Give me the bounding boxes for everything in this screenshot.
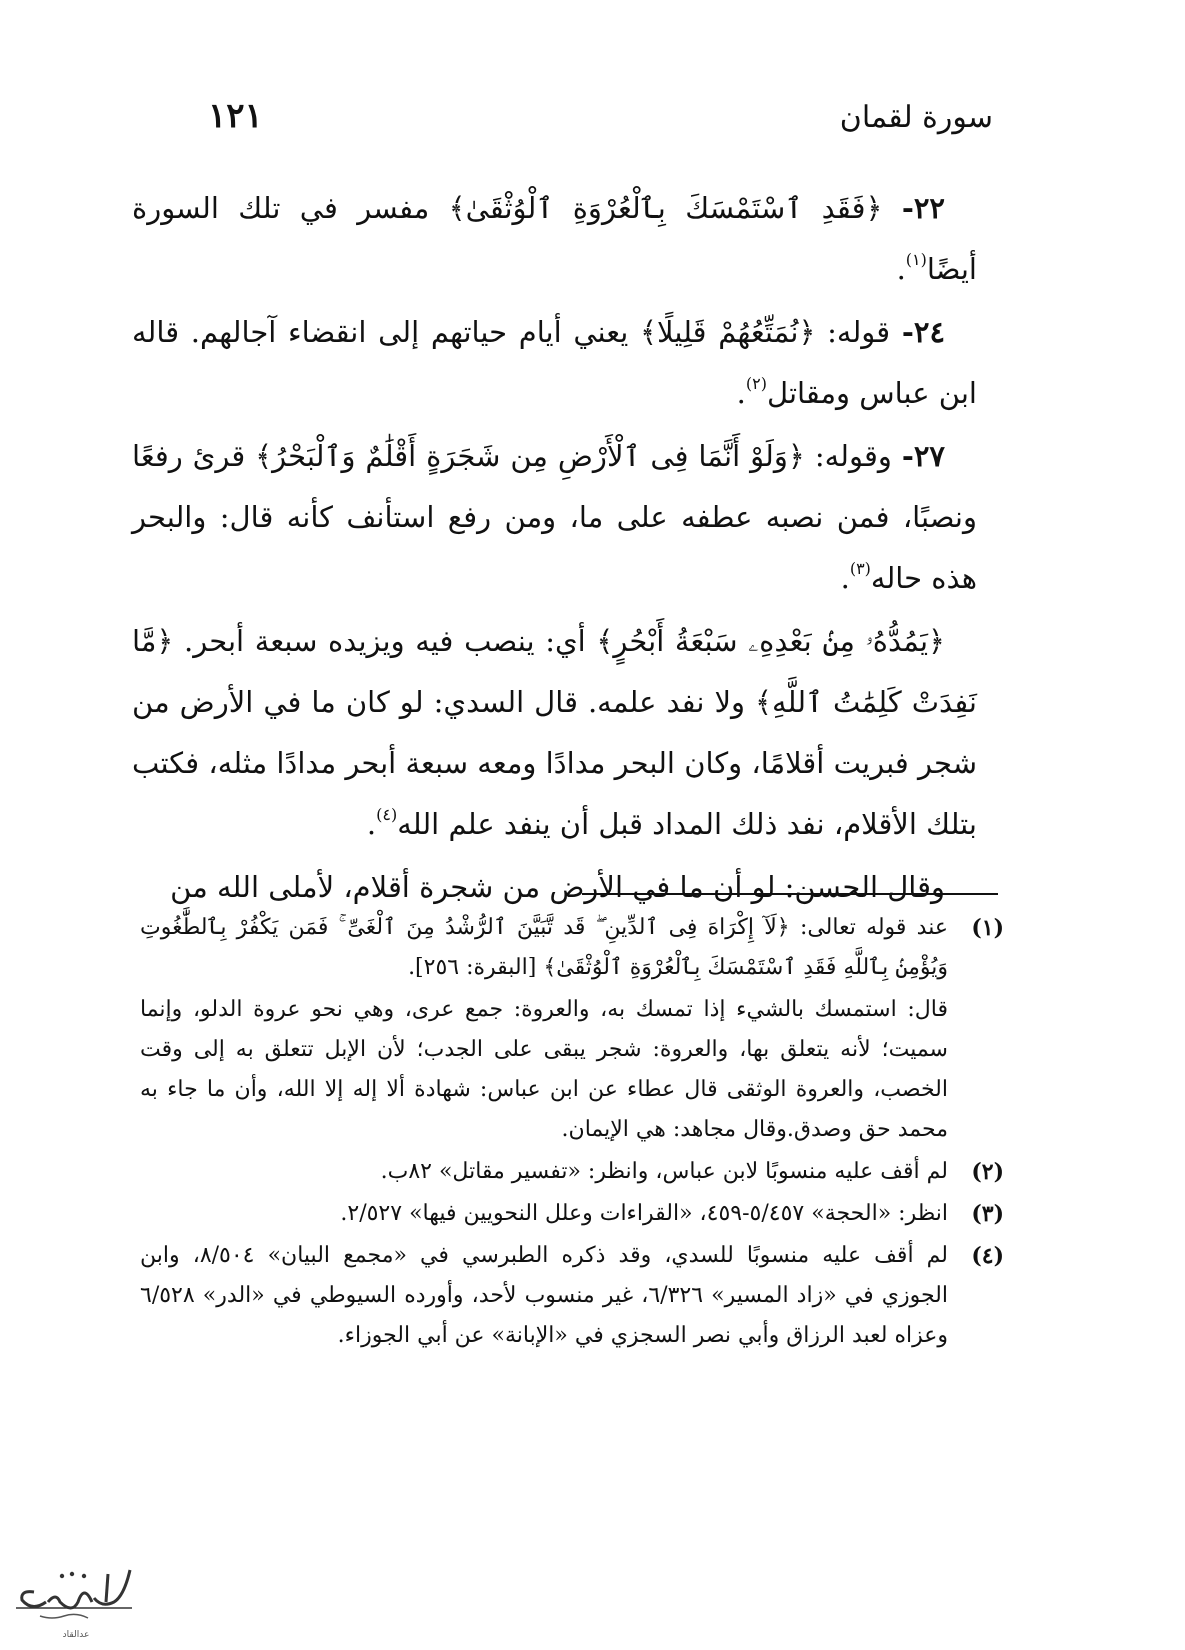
footnote-ref: (٢) <box>745 374 767 393</box>
footnote-1 <box>140 908 1004 1150</box>
verse-number: ٢٧- <box>901 439 946 473</box>
paragraph-text: يعني أيام حياتهم إلى انقضاء آجالهم. قاله ابن عباس ومقاتل <box>132 315 977 410</box>
quran-reference: [البقرة: ٢٥٦]. <box>408 955 537 980</box>
paragraph-lead: وقوله: <box>814 439 892 473</box>
surah-title: سورة لقمان <box>839 100 993 135</box>
page-number: ١٢١ <box>208 96 263 136</box>
footnote-line <box>140 908 948 988</box>
footnote-number: (٤) <box>971 1243 1004 1269</box>
quran-quote: ﴿مَّا نَفِدَتْ كَلِمَٰتُ ٱللَّهِ﴾ <box>132 624 978 719</box>
footnote-3 <box>140 1194 1004 1234</box>
paragraph-text: أي: ينصب فيه ويزيده سبعة أبحر. <box>184 624 586 658</box>
quran-quote: ﴿فَقَدِ ٱسْتَمْسَكَ بِٱلْعُرْوَةِ ٱلْوُثْقَىٰ﴾ <box>448 191 883 225</box>
footnote-2 <box>140 1152 1004 1192</box>
paragraph-verse-22: ٢٢- ﴿فَقَدِ ٱسْتَمْسَكَ بِٱلْعُرْوَةِ ٱلْوُثْقَىٰ﴾ مفسر في تلك السورة أيضًا$^{(١)}$. <box>132 191 977 286</box>
paragraph-verse-24: ٢٤- قوله: ﴿نُمَتِّعُهُمْ قَلِيلًا﴾ يعني أيام حياتهم إلى انقضاء آجالهم. قاله ابن عباس ومقاتل$^{(٢)}$. <box>132 315 977 410</box>
paragraph-verse-27: ٢٧- وقوله: ﴿وَلَوْ أَنَّمَا فِى ٱلْأَرْضِ مِن شَجَرَةٍ أَقْلَٰمٌ وَٱلْبَحْرُ﴾ قرئ رفعًا ونصبًا، فمن نصبه عطفه على ما، ومن رفع استأنف كأنه قال: والبحر هذه حاله$^{(٣)}$. <box>132 439 977 595</box>
paragraph-lead: قوله: <box>827 315 891 349</box>
quran-quote: ﴿وَلَوْ أَنَّمَا فِى ٱلْأَرْضِ مِن شَجَرَةٍ أَقْلَٰمٌ وَٱلْبَحْرُ﴾ <box>255 439 805 473</box>
footnote-divider <box>582 893 998 895</box>
paragraph-text: مفسر في تلك السورة أيضًا <box>132 191 977 286</box>
paragraph-text: ولا نفد علمه. قال السدي: لو كان ما في الأرض من شجر فبريت أقلامًا، وكان البحر مدادًا ومعه سبعة أبحر مدادًا مثله، فكتب بتلك الأقلام، نفد ذلك المداد قبل أن ينفد علم الله <box>132 685 977 841</box>
footnote-ref: (٣) <box>849 559 871 578</box>
watermark-small-text: عدالقاد <box>62 1630 90 1640</box>
page-header <box>190 96 993 156</box>
verse-number: ٢٤- <box>901 315 946 349</box>
quran-quote: ﴿نُمَتِّعُهُمْ قَلِيلًا﴾ <box>640 315 816 349</box>
paragraph-yamudduhu: ﴿يَمُدُّهُۥ مِنۢ بَعْدِهِۦ سَبْعَةُ أَبْحُرٍ﴾ أي: ينصب فيه ويزيده سبعة أبحر. ﴿مَّا نَفِدَتْ كَلِمَٰتُ ٱللَّهِ﴾ ولا نفد علمه. قال السدي: لو كان ما في الأرض من شجر فبريت أقلامًا، وكان البحر مدادًا ومعه سبعة أبحر مدادًا مثله، فكتب بتلك الأقلام، نفد ذلك المداد قبل أن ينفد علم الله$^{(٤)}$. <box>132 624 978 841</box>
footnotes <box>140 908 1004 1358</box>
footnote-text: قال: استمسك بالشيء إذا تمسك به، والعروة: جمع عرى، وهي نحو عروة الدلو، وإنما سميت؛ لأنه يتعلق بها، والعروة: شجر يبقى على الجدب؛ لأن الإبل تتعلق به إلى وقت الخصب، والعروة الوثقى قال عطاء عن ابن عباس: شهادة ألا إله إلا الله، وأن ما جاء به محمد حق وصدق.وقال مجاهد: هي الإيمان. <box>140 997 948 1142</box>
footnote-number: (٢) <box>971 1159 1004 1185</box>
footnote-number: (١) <box>971 915 1004 941</box>
footnote-text: انظر: «الحجة» ٥/٤٥٧-٤٥٩، «القراءات وعلل النحويين فيها» ٢/٥٢٧. <box>340 1201 948 1226</box>
footnote-lead: عند قوله تعالى: <box>799 915 948 940</box>
paragraph-text: قرئ رفعًا ونصبًا، فمن نصبه عطفه على ما، ومن رفع استأنف كأنه قال: والبحر هذه حاله <box>132 439 977 595</box>
verse-number: ٢٢- <box>901 191 946 225</box>
quran-quote: ﴿لَآ إِكْرَاهَ فِى ٱلدِّينِ ۖ قَد تَّبَيَّنَ ٱلرُّشْدُ مِنَ ٱلْغَىِّ ۚ فَمَن يَكْفُرْ بِٱلطَّٰغُوتِ وَيُؤْمِنۢ بِٱللَّهِ فَقَدِ ٱسْتَمْسَكَ بِٱلْعُرْوَةِ ٱلْوُثْقَىٰ﴾ <box>140 915 948 980</box>
footnote-4 <box>140 1236 1004 1356</box>
main-text <box>132 178 977 920</box>
footnote-text: لم أقف عليه منسوبًا للسدي، وقد ذكره الطبرسي في «مجمع البيان» ٨/٥٠٤، وابن الجوزي في «زاد المسير» ٦/٣٢٦، غير منسوب لأحد، وأورده السيوطي في «الدر» ٦/٥٢٨ وعزاه لعبد الرزاق وأبي نصر السجزي في «الإبانة» عن أبي الجوزاء. <box>140 1243 948 1348</box>
quran-quote: ﴿يَمُدُّهُۥ مِنۢ بَعْدِهِۦ سَبْعَةُ أَبْحُرٍ﴾ <box>596 624 946 658</box>
footnote-number: (٣) <box>971 1201 1004 1227</box>
footnote-text: لم أقف عليه منسوبًا لابن عباس، وانظر: «تفسير مقاتل» ٨٢ب. <box>380 1159 948 1184</box>
footnote-ref: (١) <box>905 250 927 269</box>
watermark-logo <box>12 1562 140 1628</box>
footnote-ref: (٤) <box>376 805 398 824</box>
paragraph-text: وقال الحسن: لو أن ما في الأرض من شجرة أقلام، لأملى الله من <box>170 870 945 904</box>
